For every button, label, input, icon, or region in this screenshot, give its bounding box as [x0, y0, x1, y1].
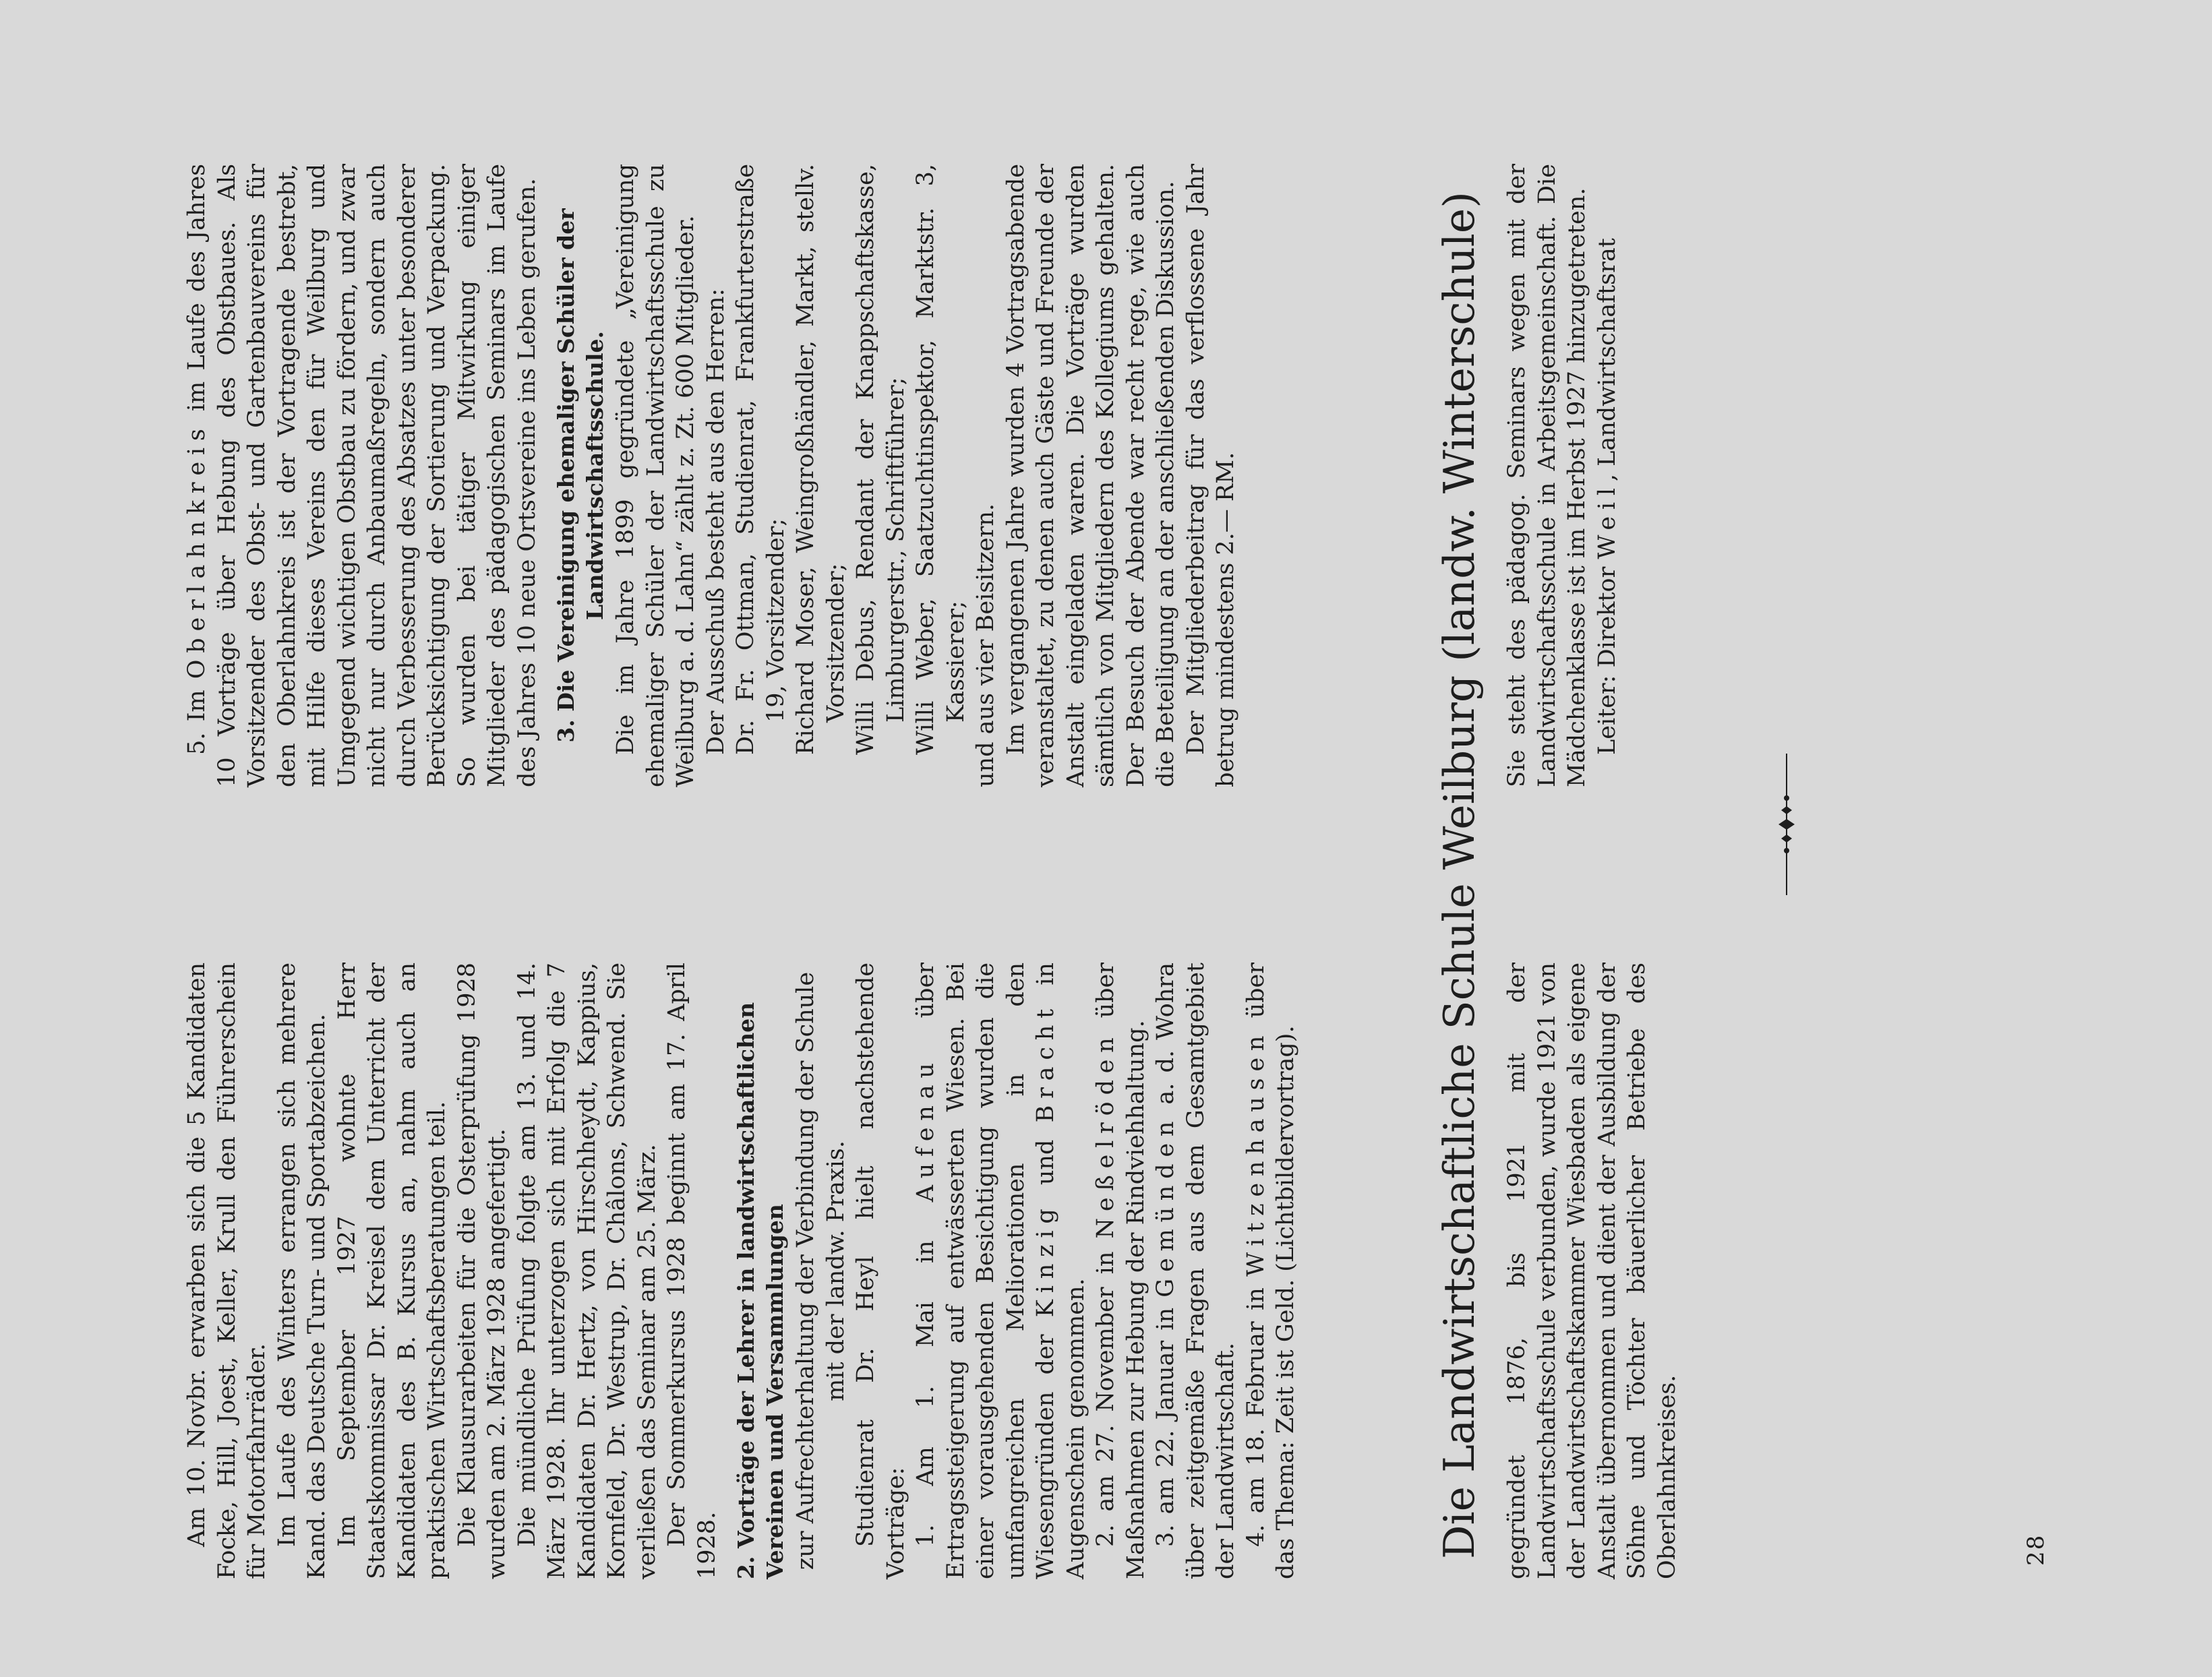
- bottom-left-column: [1502, 963, 1682, 1579]
- left-column: [182, 963, 1301, 1579]
- paragraph: und aus vier Beisitzern.: [972, 503, 999, 787]
- committee-member: Dr. Fr. Ottman, Studienrat, Frankfurterstraße 19, Vorsitzender;: [732, 164, 789, 755]
- paragraph: Der Mitgliederbeitrag für das verflossene Jahr betrug mindestens 2.— RM.: [1182, 164, 1239, 787]
- main-title: Die Landwirtschaftliche Schule Weilburg (landw. Winterschule): [1435, 191, 1484, 1559]
- page-number: 28: [2023, 1533, 2050, 1566]
- right-column: [182, 164, 1241, 787]
- paragraph: gegründet 1876, bis 1921 mit der Landwirtschaftsschule verbunden, wurde 1921 von der Landwirtschaftskammer Wiesbaden als eigene Anstalt übernommen und dient der Ausbildung der Söhne und Töchter bäuerlicher Betriebe des Oberlahnkreises.: [1503, 963, 1681, 1579]
- paragraph: Im Laufe des Winters errangen sich mehrere Kand. das Deutsche Turn- und Sportabzeichen.: [273, 963, 330, 1579]
- section-subheading-2: zur Aufrechterhaltung der Verbindung der Schule mit der landw. Praxis.: [792, 971, 849, 1571]
- section-heading-2: 2. Vorträge der Lehrer in landwirtschaftlichen Vereinen und Versammlungen: [733, 1002, 788, 1579]
- bottom-right-column: [1502, 164, 1622, 787]
- lecture-item: 4. am 18. Februar in Witzenhausen über das Thema: Zeit ist Geld. (Lichtbildervortrag).: [1242, 963, 1299, 1579]
- paragraph: Der Sommerkursus 1928 beginnt am 17. April 1928.: [663, 963, 721, 1579]
- section-heading-3: 3. Die Vereinigung ehemaliger Schüler der Landwirtschaftsschule.: [553, 208, 608, 743]
- paragraph: Der Ausschuß besteht aus den Herren:: [702, 288, 729, 755]
- paragraph: Die mündliche Prüfung folgte am 13. und 14. März 1928. Ihr unterzogen sich mit Erfolg die 7 Kandidaten Dr. Hertz, von Hirschheydt, Kappius, Kornfeld, Dr. Westrup, Dr. Châlons, Schwend. Sie verließen das Seminar am 25. März.: [513, 963, 661, 1579]
- ornament-divider-icon: [1766, 754, 1807, 895]
- committee-member: Willi Debus, Rendant der Knappschaftskasse, Limburgerstr., Schriftführer;: [852, 164, 909, 755]
- paragraph: Sie steht des pädagog. Seminars wegen mit der Landwirtschaftsschule in Arbeitsgemeinschaft. Die Mädchenklasse ist im Herbst 1927 hinzugetreten.: [1503, 164, 1590, 787]
- lecture-item: 1. Am 1. Mai in Aufenau über Ertragssteigerung auf entwässerten Wiesen. Bei einer vorausgehenden Besichtigung wurden die umfangreichen Meliorationen in den Wiesengründen der Kinzig und Bracht in Augenschein genommen.: [912, 962, 1089, 1579]
- committee-member: Willi Weber, Saatzuchtinspektor, Marktstr. 3, Kassierer;: [912, 164, 969, 755]
- paragraph: Im vergangenen Jahre wurden 4 Vortragsabende veranstaltet, zu denen auch Gäste und Freunde der Anstalt eingeladen waren. Die Vorträge wurden sämtlich von Mitgliedern des Kollegiums gehalten. Der Besuch der Abende war recht rege, wie auch die Beteiligung an der anschließenden Diskussion.: [1002, 164, 1179, 787]
- paragraph: Am 10. Novbr. erwarben sich die 5 Kandidaten Focke, Hill, Joest, Keller, Krull den Führerschein für Motorfahrräder.: [183, 963, 270, 1579]
- paragraph: Im September 1927 wohnte Herr Staatskommissar Dr. Kreisel dem Unterricht der Kandidaten des B. Kursus an, nahm auch an praktischen Wirtschaftsberatungen teil.: [333, 963, 450, 1579]
- lecture-item: 2. am 27. November in Neßelröden über Maßnahmen zur Hebung der Rindviehhaltung.: [1092, 963, 1149, 1579]
- paragraph: Die im Jahre 1899 gegründete „Vereinigung ehemaliger Schüler der Landwirtschaftsschule zu Weilburg a. d. Lahn“ zählt z. Zt. 600 Mitglieder.: [612, 164, 699, 787]
- lecture-item: 5. Im Oberlahnkreis im Laufe des Jahres 10 Vorträge über Hebung des Obstbaues. Als Vorsitzender des Obst- und Gartenbauvereins für den Oberlahnkreis ist der Vortragende bestrebt, mit Hilfe dieses Vereins den für Weilburg und Umgegend wichtigen Obstbau zu fördern, und zwar nicht nur durch Anbaumaßregeln, sondern auch durch Verbesserung des Absatzes unter besonderer Berücksichtigung der Sortierung und Verpackung. So wurden bei tätiger Mitwirkung einiger Mitglieder des pädagogischen Seminars im Laufe des Jahres 10 neue Ortsvereine ins Leben gerufen.: [183, 164, 541, 787]
- committee-member: Richard Moser, Weingroßhändler, Markt, stellv. Vorsitzender;: [792, 164, 849, 755]
- paragraph: Studienrat Dr. Heyl hielt nachstehende Vorträge:: [852, 963, 909, 1579]
- director-line: Leiter: Direktor Weil, Landwirtschaftsrat: [1593, 238, 1621, 755]
- lecture-item: 3. am 22. Januar in Gemünden a. d. Wohra über zeitgemäße Fragen aus dem Gesamtgebiet der Landwirtschaft.: [1152, 963, 1239, 1579]
- paragraph: Die Klausurarbeiten für die Osterprüfung 1928 wurden am 2. März 1928 angefertigt.: [453, 963, 510, 1579]
